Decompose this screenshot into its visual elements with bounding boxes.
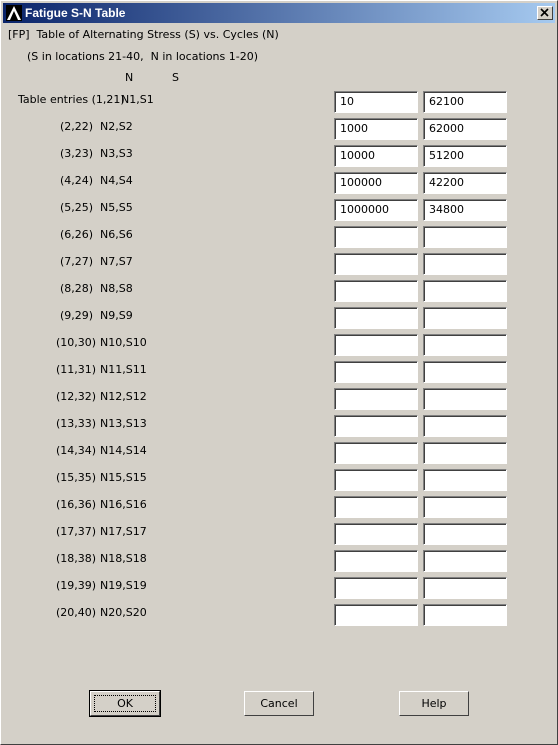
- cancel-label: Cancel: [260, 697, 298, 710]
- row-location-label: (9,29): [60, 309, 94, 322]
- row-entry-label: N2,S2: [100, 120, 133, 133]
- n-value-field[interactable]: [334, 280, 418, 302]
- row-entry-label: N15,S15: [100, 471, 147, 484]
- row-entry-label: N14,S14: [100, 444, 147, 457]
- n-value-field[interactable]: [334, 496, 418, 518]
- row-entry-label: N4,S4: [100, 174, 133, 187]
- row-entry-label: N11,S11: [100, 363, 147, 376]
- row-entry-label: N8,S8: [100, 282, 133, 295]
- n-value-field[interactable]: 1000000: [334, 199, 418, 221]
- n-value-field[interactable]: [334, 550, 418, 572]
- row-location-label: (6,26): [60, 228, 94, 241]
- row-location-label: (17,37): [56, 525, 97, 538]
- column-header-s: S: [172, 71, 179, 84]
- cancel-button[interactable]: [244, 691, 314, 716]
- row-entry-label: N9,S9: [100, 309, 133, 322]
- s-value-field[interactable]: [423, 604, 507, 626]
- n-value-field[interactable]: [334, 307, 418, 329]
- s-value-field[interactable]: [423, 469, 507, 491]
- row-location-label: (2,22): [60, 120, 94, 133]
- s-value-field[interactable]: [423, 523, 507, 545]
- n-value-field[interactable]: [334, 442, 418, 464]
- n-value-field[interactable]: [334, 361, 418, 383]
- ansys-logo-icon: [6, 5, 22, 21]
- help-label: Help: [421, 697, 447, 710]
- s-value-field[interactable]: 42200: [423, 172, 507, 194]
- row-location-label: Table entries (1,21): [18, 93, 125, 106]
- s-value-field[interactable]: [423, 415, 507, 437]
- n-value-field[interactable]: [334, 415, 418, 437]
- help-button[interactable]: [399, 691, 469, 716]
- n-value-field[interactable]: [334, 226, 418, 248]
- row-entry-label: N12,S12: [100, 390, 147, 403]
- n-value-field[interactable]: [334, 388, 418, 410]
- row-location-label: (7,27): [60, 255, 94, 268]
- row-location-label: (13,33): [56, 417, 97, 430]
- n-value-field[interactable]: [334, 523, 418, 545]
- s-value-field[interactable]: [423, 307, 507, 329]
- s-value-field[interactable]: [423, 496, 507, 518]
- n-value-field[interactable]: [334, 577, 418, 599]
- row-location-label: (19,39): [56, 579, 97, 592]
- s-value-field[interactable]: [423, 253, 507, 275]
- n-value-field[interactable]: 100000: [334, 172, 418, 194]
- row-entry-label: N10,S10: [100, 336, 147, 349]
- row-location-label: (18,38): [56, 552, 97, 565]
- location-note: (S in locations 21-40, N in locations 1-20): [27, 50, 258, 63]
- s-value-field[interactable]: 34800: [423, 199, 507, 221]
- n-value-field[interactable]: 10: [334, 91, 418, 113]
- n-value-field[interactable]: [334, 334, 418, 356]
- row-location-label: (20,40): [56, 606, 97, 619]
- row-entry-label: N7,S7: [100, 255, 133, 268]
- window-title: Fatigue S-N Table: [25, 6, 126, 20]
- close-button[interactable]: [537, 6, 553, 20]
- ok-label: OK: [117, 697, 133, 710]
- close-icon: [538, 7, 552, 19]
- ok-button[interactable]: [90, 691, 160, 716]
- row-entry-label: N19,S19: [100, 579, 147, 592]
- row-entry-label: N18,S18: [100, 552, 147, 565]
- s-value-field[interactable]: [423, 388, 507, 410]
- s-value-field[interactable]: [423, 334, 507, 356]
- row-location-label: (12,32): [56, 390, 97, 403]
- focus-rect: [94, 695, 156, 712]
- s-value-field[interactable]: 62100: [423, 91, 507, 113]
- s-value-field[interactable]: [423, 280, 507, 302]
- row-location-label: (10,30): [56, 336, 97, 349]
- row-location-label: (14,34): [56, 444, 97, 457]
- row-entry-label: N16,S16: [100, 498, 147, 511]
- row-location-label: (16,36): [56, 498, 97, 511]
- row-entry-label: N20,S20: [100, 606, 147, 619]
- title-bar[interactable]: [3, 3, 555, 23]
- n-value-field[interactable]: [334, 253, 418, 275]
- dialog-description: [FP] Table of Alternating Stress (S) vs. Cycles (N): [8, 28, 279, 41]
- row-entry-label: N17,S17: [100, 525, 147, 538]
- column-header-n: N: [125, 71, 134, 84]
- s-value-field[interactable]: [423, 226, 507, 248]
- row-entry-label: N1,S1: [121, 93, 154, 106]
- s-value-field[interactable]: 51200: [423, 145, 507, 167]
- s-value-field[interactable]: 62000: [423, 118, 507, 140]
- n-value-field[interactable]: 10000: [334, 145, 418, 167]
- row-location-label: (3,23): [60, 147, 94, 160]
- n-value-field[interactable]: 1000: [334, 118, 418, 140]
- row-entry-label: N13,S13: [100, 417, 147, 430]
- s-value-field[interactable]: [423, 361, 507, 383]
- row-entry-label: N3,S3: [100, 147, 133, 160]
- row-location-label: (5,25): [60, 201, 94, 214]
- row-location-label: (15,35): [56, 471, 97, 484]
- row-location-label: (11,31): [56, 363, 97, 376]
- row-entry-label: N6,S6: [100, 228, 133, 241]
- row-entry-label: N5,S5: [100, 201, 133, 214]
- s-value-field[interactable]: [423, 442, 507, 464]
- n-value-field[interactable]: [334, 604, 418, 626]
- n-value-field[interactable]: [334, 469, 418, 491]
- s-value-field[interactable]: [423, 577, 507, 599]
- row-location-label: (8,28): [60, 282, 94, 295]
- s-value-field[interactable]: [423, 550, 507, 572]
- row-location-label: (4,24): [60, 174, 94, 187]
